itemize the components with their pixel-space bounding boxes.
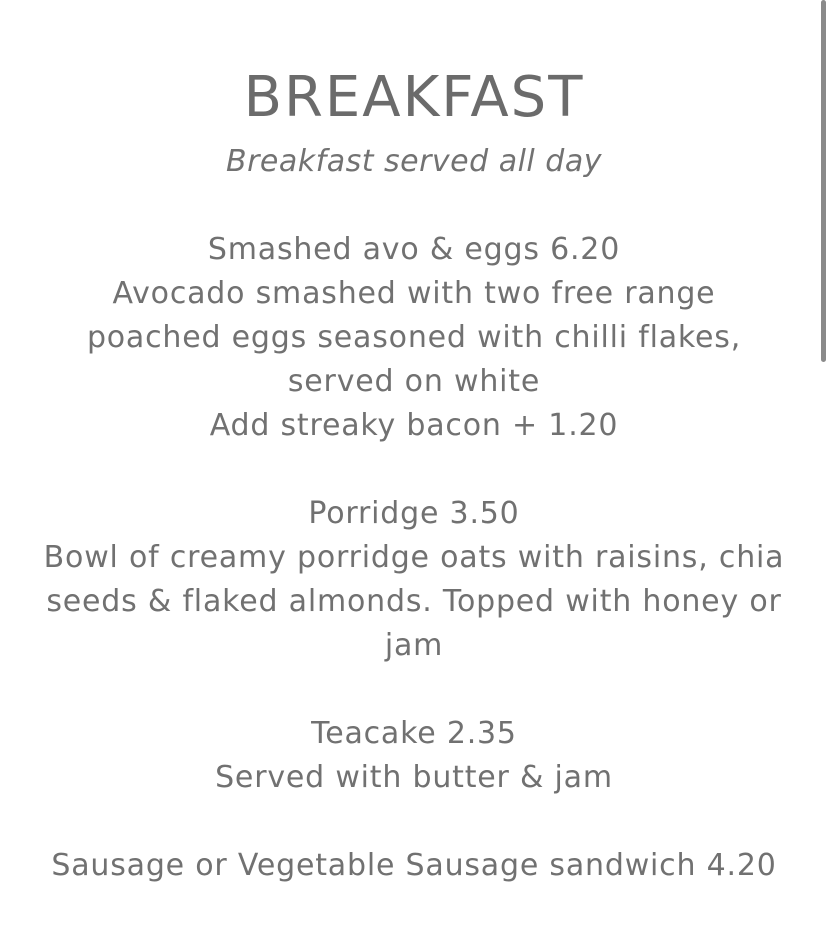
menu-item-teacake xyxy=(40,712,788,800)
menu-items xyxy=(40,228,788,932)
scrollbar[interactable] xyxy=(821,0,826,362)
item-description: poached eggs seasoned with chilli flakes, xyxy=(86,320,742,355)
item-description: Bowl of creamy porridge oats with raisins, chia xyxy=(43,540,785,575)
item-description: jam xyxy=(384,628,444,663)
item-description: served on white xyxy=(287,364,541,399)
menu-title: BREAKFAST xyxy=(243,65,585,130)
item-addon: Add streaky bacon + 1.20 xyxy=(209,408,619,443)
item-name-price: Porridge 3.50 xyxy=(308,496,520,531)
item-description: Avocado smashed with two free range xyxy=(112,276,716,311)
menu-item-porridge xyxy=(40,492,788,668)
item-name-price: Teacake 2.35 xyxy=(311,716,517,751)
menu-item-smashed-avo xyxy=(40,228,788,448)
item-name-price: Sausage or Vegetable Sausage sandwich 4.20 xyxy=(51,848,777,883)
item-description: Served with butter & jam xyxy=(215,760,613,795)
menu-subtitle: Breakfast served all day xyxy=(226,144,602,179)
menu-item-sausage-sandwich xyxy=(40,844,788,888)
item-description: seeds & flaked almonds. Topped with honey or xyxy=(46,584,782,619)
item-name-price: Smashed avo & eggs 6.20 xyxy=(207,232,621,267)
